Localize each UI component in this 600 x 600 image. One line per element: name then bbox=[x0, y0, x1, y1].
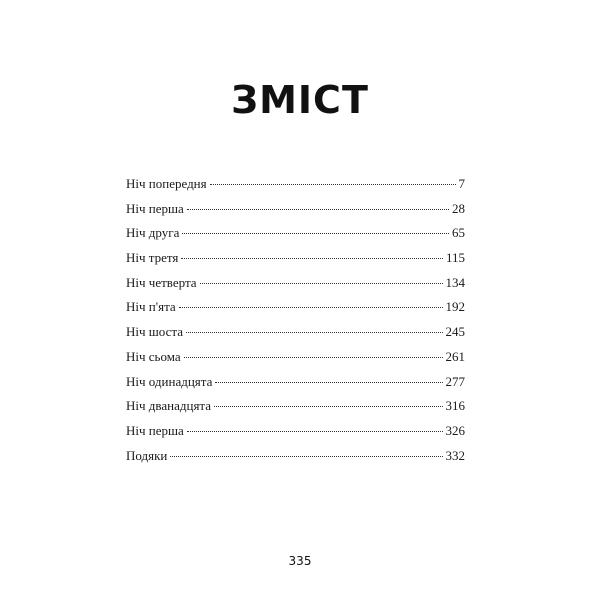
toc-entry-title: Ніч четверта bbox=[126, 274, 197, 290]
toc-entry-title: Ніч сьома bbox=[126, 348, 181, 364]
dot-leader bbox=[200, 283, 443, 284]
toc-entry-page: 261 bbox=[445, 348, 465, 364]
dot-leader bbox=[179, 307, 443, 308]
toc-entry-page: 65 bbox=[452, 225, 465, 241]
toc-entry bbox=[126, 201, 465, 226]
toc-entry-title: Ніч шоста bbox=[126, 324, 184, 340]
dot-leader bbox=[210, 184, 456, 185]
toc-entry-title: Ніч одинадцята bbox=[126, 373, 213, 389]
toc-entry-title: Ніч дванадцята bbox=[126, 398, 212, 414]
toc-entry bbox=[126, 176, 465, 201]
toc-entry bbox=[126, 448, 465, 473]
toc-entry-title: Ніч п'ята bbox=[126, 299, 176, 315]
toc-entry-page: 7 bbox=[458, 176, 465, 191]
dot-leader bbox=[170, 456, 442, 457]
toc-entry-title: Ніч перша bbox=[126, 200, 184, 216]
table-of-contents bbox=[126, 176, 465, 472]
toc-entry bbox=[126, 398, 465, 423]
toc-entry-title: Ніч третя bbox=[126, 250, 179, 266]
toc-entry bbox=[126, 225, 465, 250]
toc-entry-page: 115 bbox=[445, 250, 465, 266]
dot-leader bbox=[181, 258, 443, 259]
toc-entry bbox=[126, 349, 465, 374]
toc-entry-page: 316 bbox=[445, 398, 465, 414]
dot-leader bbox=[187, 431, 443, 432]
toc-entry bbox=[126, 374, 465, 399]
toc-entry-title: Подяки bbox=[126, 447, 168, 463]
toc-entry bbox=[126, 250, 465, 275]
toc-entry-title: Ніч попередня bbox=[126, 176, 207, 191]
toc-entry-page: 28 bbox=[452, 200, 465, 216]
dot-leader bbox=[214, 406, 442, 407]
toc-entry-title: Ніч друга bbox=[126, 225, 180, 241]
page-number: 335 bbox=[288, 554, 312, 568]
toc-entry bbox=[126, 423, 465, 448]
toc-entry-page: 245 bbox=[445, 324, 465, 340]
dot-leader bbox=[186, 332, 442, 333]
toc-entry-page: 192 bbox=[445, 299, 465, 315]
dot-leader bbox=[187, 209, 449, 210]
dot-leader bbox=[182, 233, 449, 234]
toc-entry-page: 134 bbox=[445, 274, 465, 290]
toc-entry-title: Ніч перша bbox=[126, 422, 184, 438]
toc-entry bbox=[126, 324, 465, 349]
toc-entry bbox=[126, 275, 465, 300]
dot-leader bbox=[184, 357, 443, 358]
toc-entry bbox=[126, 299, 465, 324]
toc-entry-page: 332 bbox=[445, 447, 465, 463]
page-title: ЗМІСТ bbox=[231, 78, 369, 122]
toc-entry-page: 277 bbox=[445, 373, 465, 389]
toc-entry-page: 326 bbox=[445, 422, 465, 438]
dot-leader bbox=[215, 382, 442, 383]
